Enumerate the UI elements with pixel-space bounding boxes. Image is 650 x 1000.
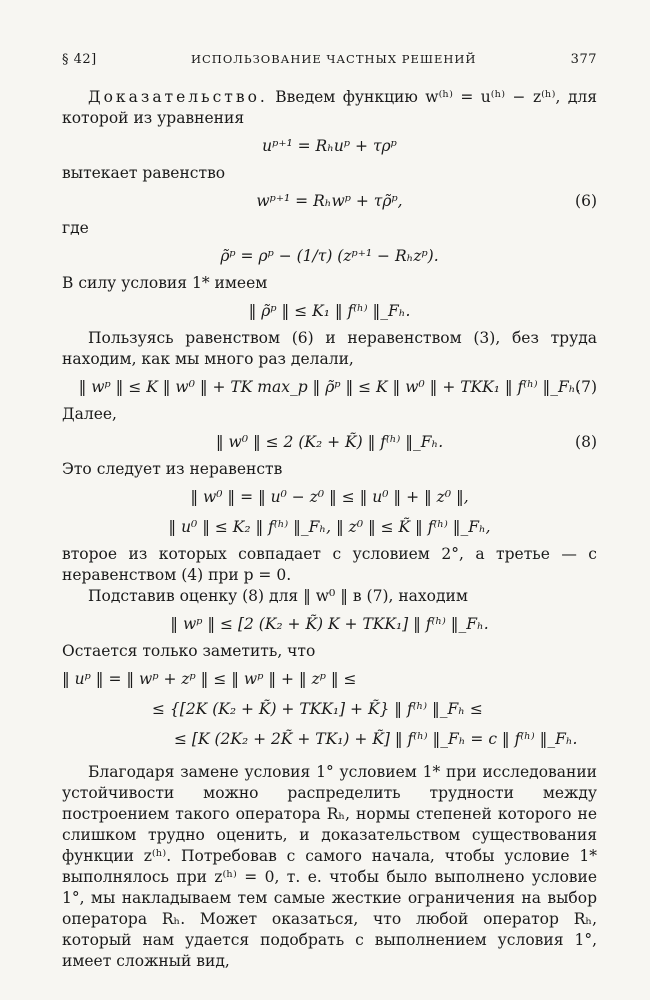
equation-1: uᵖ⁺¹ = Rₕuᵖ + τρᵖ xyxy=(262,137,397,155)
equation-rho-bound: ‖ ρ̃ᵖ ‖ ≤ K₁ ‖ f⁽ʰ⁾ ‖_Fₕ. xyxy=(248,302,411,320)
equation-6-body: wᵖ⁺¹ = Rₕwᵖ + τρ̃ᵖ, xyxy=(256,192,403,210)
equation-up-3: ≤ [K (2K₂ + 2K̃ + TK₁) + K̃] ‖ f⁽ʰ⁾ ‖_Fₕ = c ‖ f⁽ʰ⁾ ‖_Fₕ. xyxy=(174,730,578,748)
text-by-condition: В силу условия 1* имеем xyxy=(62,274,268,292)
equation-7-body: ‖ wᵖ ‖ ≤ K ‖ w⁰ ‖ + TK max_p ‖ ρ̃ᵖ ‖ ≤ K ‖ w⁰ ‖ + TKK₁ ‖ f⁽ʰ⁾ ‖_Fₕ. xyxy=(78,378,581,396)
text-follows: вытекает равенство xyxy=(62,164,226,182)
proof-rest: Введем функцию w⁽ʰ⁾ = u⁽ʰ⁾ − z⁽ʰ⁾, для которой из уравнения xyxy=(62,88,597,127)
text-using: Пользуясь равенством (6) и неравенством (3), без труда находим, как мы много раз делали, xyxy=(62,329,597,368)
equation-8-number: (8) xyxy=(575,433,597,451)
running-title: ИСПОЛЬЗОВАНИЕ ЧАСТНЫХ РЕШЕНИЙ xyxy=(190,52,477,66)
page xyxy=(62,52,597,972)
equation-up-2: ≤ {[2K (K₂ + K̃) + TKK₁] + K̃} ‖ f⁽ʰ⁾ ‖_Fₕ ≤ xyxy=(152,700,483,718)
text-substituting: Подставив оценку (8) для ‖ w⁰ ‖ в (7), находим xyxy=(88,587,468,605)
section-ref: § 42] xyxy=(62,52,97,67)
proof-intro xyxy=(62,87,597,129)
equation-8 xyxy=(62,429,597,455)
equation-6-number: (6) xyxy=(575,192,597,210)
text-further: Далее, xyxy=(62,405,117,423)
equation-6 xyxy=(62,188,597,214)
page-number: 377 xyxy=(570,52,597,67)
text-where: где xyxy=(62,219,89,237)
equation-up-1: ‖ uᵖ ‖ = ‖ wᵖ + zᵖ ‖ ≤ ‖ wᵖ ‖ + ‖ zᵖ ‖ ≤ xyxy=(62,670,357,688)
equation-7-number: (7) xyxy=(575,378,597,396)
running-header xyxy=(62,52,597,67)
equation-wp-bound: ‖ wᵖ ‖ ≤ [2 (K₂ + K̃) K + TKK₁] ‖ f⁽ʰ⁾ ‖_Fₕ. xyxy=(170,615,489,633)
equation-w0: ‖ w⁰ ‖ = ‖ u⁰ − z⁰ ‖ ≤ ‖ u⁰ ‖ + ‖ z⁰ ‖, xyxy=(190,488,469,506)
proof-word: Доказательство. xyxy=(88,88,268,106)
text-final-paragraph: Благодаря замене условия 1° условием 1* при исследовании устойчивости можно распределить трудности между построением такого оператора Rₕ, нормы степеней которого не слишком трудно оценить, и доказательством существования функции z⁽ʰ⁾. Потребовав с самого начала, чтобы условие 1* выполнялось при z⁽ʰ⁾ = 0, т. е. чтобы было выполнено условие 1°, мы накладываем тем самые жесткие ограничения на выбор оператора Rₕ. Может оказаться, что любой оператор Rₕ, который нам удается подобрать с выполнением условия 1°, имеет сложный вид, xyxy=(62,763,597,970)
equation-8-body: ‖ w⁰ ‖ ≤ 2 (K₂ + K̃) ‖ f⁽ʰ⁾ ‖_Fₕ. xyxy=(215,433,444,451)
equation-u0-z0: ‖ u⁰ ‖ ≤ K₂ ‖ f⁽ʰ⁾ ‖_Fₕ, ‖ z⁰ ‖ ≤ K̃ ‖ f⁽ʰ⁾ ‖_Fₕ, xyxy=(168,518,491,536)
equation-rho: ρ̃ᵖ = ρᵖ − (1/τ) (zᵖ⁺¹ − Rₕzᵖ). xyxy=(220,247,439,265)
text-second: второе из которых совпадает с условием 2°, а третье — с неравенством (4) при p = 0. xyxy=(62,545,597,584)
text-remains: Остается только заметить, что xyxy=(62,642,316,660)
equation-7 xyxy=(62,374,597,400)
text-follows-from: Это следует из неравенств xyxy=(62,460,283,478)
